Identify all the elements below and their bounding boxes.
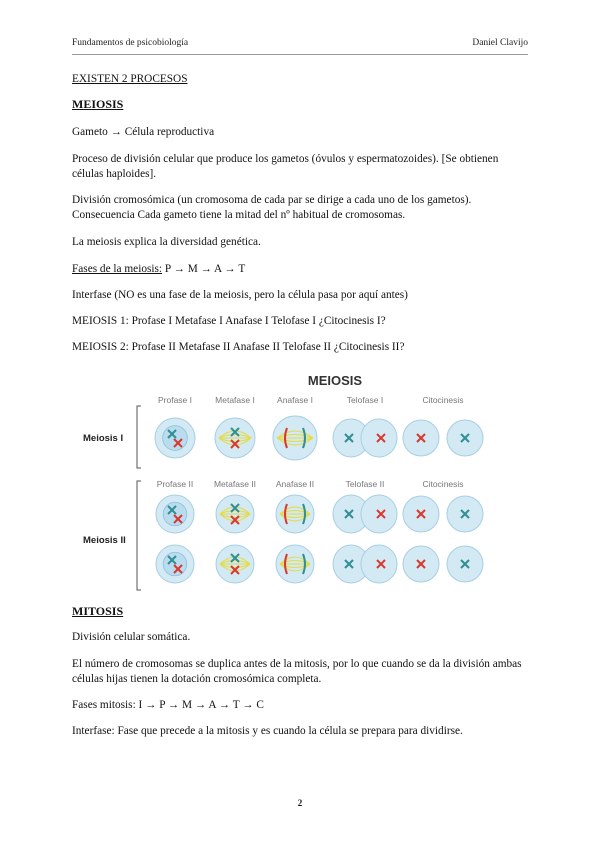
phase-label: Telofase I [346, 395, 384, 405]
cell [361, 495, 397, 533]
row-label-meiosis-2: Meiosis II [83, 535, 126, 546]
phase-label: Telofase II [345, 479, 385, 489]
phase-label: Anafase I [277, 395, 313, 405]
phase-label: Anafase II [275, 479, 315, 489]
meiosis-interphase: Interfase (NO es una fase de la meiosis, pero la célula pasa por aquí antes) [72, 289, 408, 301]
row-label-meiosis-1: Meiosis I [83, 433, 124, 444]
meiosis-1-phases: MEIOSIS 1: Profase I Metafase I Anafase I Telofase I ¿Citocinesis I? [72, 315, 386, 327]
meiosis-definition: Proceso de división celular que produce los gametos (óvulos y espermatozoides). [Se obtienen células haploides]. [72, 153, 499, 180]
header-course: Fundamentos de psicobiología [72, 38, 189, 48]
mitosis-phases: Fases mitosis: I → P → M → A → T → C [72, 699, 264, 711]
figure-title: MEIOSIS [307, 373, 363, 388]
phase-label: Citocinesis [422, 479, 464, 489]
chromosomal-consequence: Consecuencia Cada gameto tiene la mitad del nº habitual de cromosomas. [72, 209, 406, 221]
phase-label: Profase I [157, 395, 193, 405]
bracket-meiosis-1 [137, 406, 141, 468]
header-author: Daniel Clavijo [472, 38, 528, 48]
phase-label: Profase II [156, 479, 194, 489]
mitosis-heading: MITOSIS [72, 604, 124, 618]
gamete-line: Gameto → Célula reproductiva [72, 126, 215, 138]
page-header [72, 34, 528, 55]
cell [361, 419, 397, 457]
meiosis-heading: MEIOSIS [72, 97, 124, 111]
phase-label: Metafase II [213, 479, 257, 489]
mitosis-duplication: El número de cromosomas se duplica antes de la mitosis, por lo que cuando se da la división ambas células hijas tienen la dotación cromosómica completa. [72, 658, 522, 685]
phase-label: Citocinesis [422, 395, 464, 405]
cell [361, 545, 397, 583]
bracket-meiosis-2 [137, 481, 141, 590]
chromosomal-division: División cromosómica (un cromosoma de cada par se dirige a cada uno de los gametos). [72, 194, 472, 206]
meiosis-diagram [75, 368, 495, 598]
intro-heading: EXISTEN 2 PROCESOS [72, 73, 188, 85]
mitosis-definition: División celular somática. [72, 631, 191, 643]
phases-sequence: P → M → A → T [162, 263, 246, 275]
genetic-diversity: La meiosis explica la diversidad genética. [72, 236, 261, 248]
meiosis-2-phases: MEIOSIS 2: Profase II Metafase II Anafase II Telofase II ¿Citocinesis II? [72, 341, 405, 353]
phase-label: Metafase I [215, 395, 255, 405]
meiosis-phases [72, 262, 532, 277]
mitosis-interphase: Interfase: Fase que precede a la mitosis y es cuando la célula se prepara para dividirse. [72, 725, 463, 737]
phases-label: Fases de la meiosis: [72, 263, 163, 275]
page-number: 2 [297, 798, 303, 808]
